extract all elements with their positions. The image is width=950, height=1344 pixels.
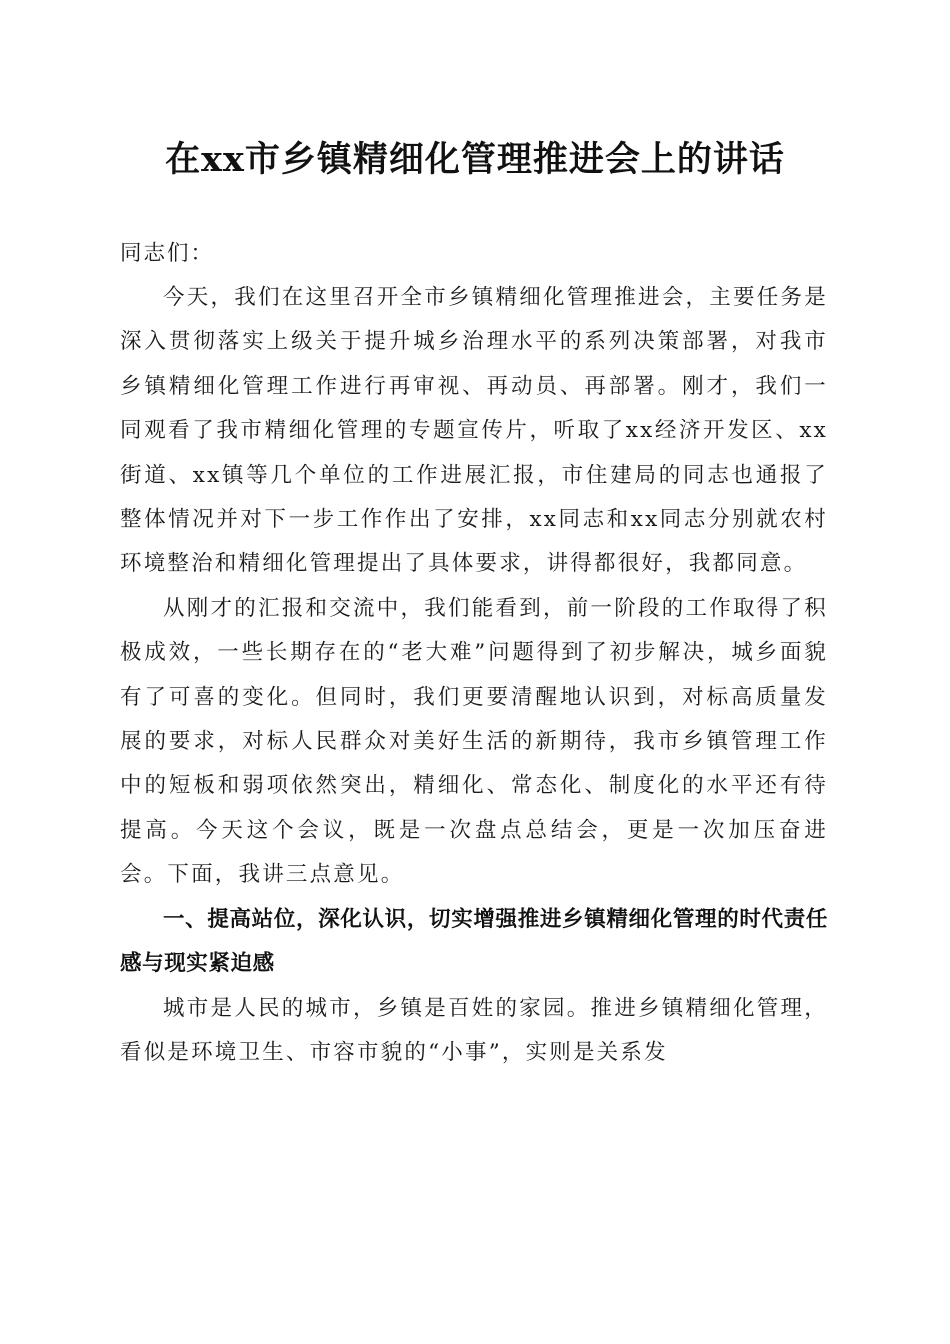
paragraph-opening: 今天，我们在这里召开全市乡镇精细化管理推进会，主要任务是深入贯彻落实上级关于提升城乡治理水平的系列决策部署，对我市乡镇精细化管理工作进行再审视、再动员、再部署。刚才，我们一同观看了我市精细化管理的专题宣传片，听取了xx经济开发区、xx街道、xx镇等几个单位的工作进展汇报，市住建局的同志也通报了整体情况并对下一步工作作出了安排，xx同志和xx同志分别就农村环境整治和精细化管理提出了具体要求，讲得都很好，我都同意。 — [120, 285, 828, 577]
paragraph-achievements: 从刚才的汇报和交流中，我们能看到，前一阶段的工作取得了积极成效，一些长期存在的“老大难”问题得到了初步解决，城乡面貌有了可喜的变化。但同时，我们更要清醒地认识到，对标高质量发展的要求，对标人民群众对美好生活的新期待，我市乡镇管理工作中的短板和弱项依然突出，精细化、常态化、制度化的水平还有待提高。今天这个会议，既是一次盘点总结会，更是一次加压奋进会。下面，我讲三点意见。 — [120, 595, 828, 888]
section-heading-1: 一、提高站位，深化认识，切实增强推进乡镇精细化管理的时代责任感与现实紧迫感 — [120, 906, 828, 977]
document-title: 在xx市乡镇精细化管理推进会上的讲话 — [165, 139, 785, 180]
paragraph-section-1: 城市是人民的城市，乡镇是百姓的家园。推进乡镇精细化管理，看似是环境卫生、市容市貌的“小事”，实则是关系发 — [120, 995, 828, 1065]
salutation: 同志们： — [120, 241, 215, 266]
document-body — [120, 276, 828, 1075]
